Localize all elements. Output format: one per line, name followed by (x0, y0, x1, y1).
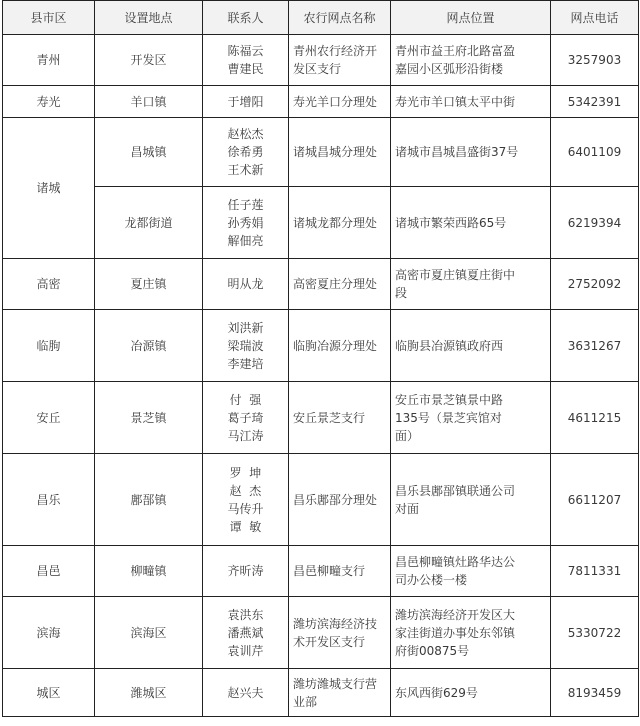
address-line: 嘉园小区弧形沿街楼 (395, 62, 504, 76)
contact-name: 明从龙 (227, 277, 264, 291)
table-row (3, 546, 639, 597)
contact-cell (203, 35, 289, 86)
contact-cell (203, 546, 289, 597)
county-cell: 昌邑 (3, 546, 95, 597)
location-cell: 龙都街道 (95, 187, 203, 259)
branch-cell (289, 310, 391, 382)
address-line: 面） (395, 428, 420, 443)
branch-line: 临朐冶源分理处 (293, 338, 378, 353)
address-cell (391, 382, 551, 454)
branch-cell (289, 187, 391, 259)
branch-line: 寿光羊口分理处 (293, 94, 378, 109)
address-line: 潍坊滨海经济开发区大 (395, 607, 516, 622)
contact-name: 袁训芹 (227, 643, 264, 658)
contact-name: 解佃亮 (227, 233, 264, 248)
address-line: 东风西街629号 (395, 685, 478, 700)
address-cell (391, 35, 551, 86)
branch-cell (289, 259, 391, 310)
county-cell: 城区 (3, 669, 95, 717)
county-cell: 安丘 (3, 382, 95, 454)
phone-cell: 4611215 (551, 382, 639, 454)
address-line: 安丘市景芝镇景中路 (395, 392, 504, 407)
address-line: 青州市益王府北路富盈 (395, 44, 516, 58)
address-line: 段 (395, 286, 408, 300)
phone-cell: 2752092 (551, 259, 639, 310)
location-cell: 柳疃镇 (95, 546, 203, 597)
address-line: 昌邑柳疃镇灶路华达公 (395, 555, 516, 569)
branch-line: 高密夏庄分理处 (293, 277, 378, 291)
header-address: 网点位置 (391, 1, 551, 35)
phone-cell: 6611207 (551, 454, 639, 546)
phone-cell: 8193459 (551, 669, 639, 717)
county-cell: 青州 (3, 35, 95, 86)
address-cell (391, 669, 551, 717)
contact-name: 赵 杰 (229, 483, 262, 498)
branch-cell (289, 86, 391, 118)
location-cell: 滨海区 (95, 597, 203, 669)
branch-cell (289, 669, 391, 717)
address-cell (391, 118, 551, 187)
contact-name: 陈福云 (227, 44, 264, 58)
contact-name: 曹建民 (227, 62, 264, 76)
branch-cell (289, 546, 391, 597)
address-line: 司办公楼一楼 (395, 573, 468, 587)
location-cell: 夏庄镇 (95, 259, 203, 310)
branch-line: 诸城昌城分理处 (293, 145, 378, 159)
contact-cell (203, 86, 289, 118)
contact-name: 马传升 (227, 501, 264, 516)
address-line: 135号（景芝宾馆对 (395, 410, 502, 425)
address-line: 昌乐县鄌郚镇联通公司 (395, 483, 516, 498)
contact-name: 赵兴夫 (227, 685, 264, 700)
location-cell: 昌城镇 (95, 118, 203, 187)
contact-name: 齐昕涛 (227, 564, 264, 578)
contact-name: 王术新 (227, 163, 264, 177)
contact-name: 刘洪新 (227, 320, 264, 335)
contact-cell (203, 669, 289, 717)
contact-cell (203, 382, 289, 454)
county-cell: 高密 (3, 259, 95, 310)
county-cell: 临朐 (3, 310, 95, 382)
contact-name: 孙秀娟 (227, 215, 264, 230)
branch-line: 潍坊滨海经济技 (293, 616, 378, 631)
table-row (3, 86, 639, 118)
branch-line: 安丘景芝支行 (293, 410, 366, 425)
phone-cell: 6219394 (551, 187, 639, 259)
address-cell (391, 86, 551, 118)
contact-cell (203, 454, 289, 546)
county-cell: 寿光 (3, 86, 95, 118)
table-row (3, 597, 639, 669)
contact-cell (203, 187, 289, 259)
contact-name: 袁洪东 (227, 607, 264, 622)
contact-name: 付 强 (229, 392, 262, 407)
address-cell (391, 259, 551, 310)
branch-cell (289, 454, 391, 546)
location-cell: 鄌郚镇 (95, 454, 203, 546)
location-cell: 景芝镇 (95, 382, 203, 454)
location-cell: 开发区 (95, 35, 203, 86)
phone-cell: 3631267 (551, 310, 639, 382)
contact-name: 徐希勇 (227, 145, 264, 159)
contact-name: 谭 敏 (229, 519, 262, 534)
phone-cell: 5330722 (551, 597, 639, 669)
address-line: 诸城市繁荣西路65号 (395, 215, 507, 230)
table-row (3, 382, 639, 454)
address-line: 临朐县冶源镇政府西 (395, 338, 504, 353)
contact-name: 任子莲 (227, 197, 264, 212)
county-cell: 昌乐 (3, 454, 95, 546)
header-branch-name: 农行网点名称 (289, 1, 391, 35)
header-row (3, 1, 639, 35)
branch-table (2, 0, 639, 717)
table-row (3, 35, 639, 86)
branch-line: 诸城龙都分理处 (293, 215, 378, 230)
table-row (3, 454, 639, 546)
address-cell (391, 187, 551, 259)
contact-name: 潘燕斌 (227, 625, 264, 640)
header-phone: 网点电话 (551, 1, 639, 35)
contact-name: 于增阳 (227, 94, 264, 109)
address-line: 寿光市羊口镇太平中街 (395, 94, 516, 109)
county-cell: 滨海 (3, 597, 95, 669)
header-county: 县市区 (3, 1, 95, 35)
contact-name: 李建培 (227, 356, 264, 371)
contact-cell (203, 597, 289, 669)
contact-name: 罗 坤 (229, 465, 262, 480)
location-cell: 冶源镇 (95, 310, 203, 382)
table-row (3, 310, 639, 382)
address-line: 对面 (395, 501, 420, 516)
table-row (3, 669, 639, 717)
contact-name: 葛子琦 (227, 410, 264, 425)
contact-name: 马江涛 (227, 428, 264, 443)
phone-cell: 5342391 (551, 86, 639, 118)
table-row (3, 187, 639, 259)
branch-cell (289, 35, 391, 86)
address-cell (391, 597, 551, 669)
contact-cell (203, 118, 289, 187)
address-line: 府街00875号 (395, 643, 470, 658)
address-cell (391, 546, 551, 597)
address-cell (391, 454, 551, 546)
branch-line: 术开发区支行 (293, 634, 366, 649)
branch-line: 潍坊潍城支行营 (293, 676, 378, 691)
contact-cell (203, 259, 289, 310)
branch-line: 青州农行经济开 (293, 44, 378, 58)
phone-cell: 3257903 (551, 35, 639, 86)
branch-cell (289, 597, 391, 669)
phone-cell: 7811331 (551, 546, 639, 597)
address-line: 诸城市昌城昌盛街37号 (395, 145, 519, 159)
branch-line: 昌乐鄌郚分理处 (293, 492, 378, 507)
address-line: 高密市夏庄镇夏庄街中 (395, 268, 516, 282)
address-cell (391, 310, 551, 382)
branch-line: 发区支行 (293, 62, 342, 76)
contact-name: 梁瑞波 (227, 338, 264, 353)
county-cell: 诸城 (3, 118, 95, 259)
location-cell: 羊口镇 (95, 86, 203, 118)
branch-cell (289, 118, 391, 187)
header-location: 设置地点 (95, 1, 203, 35)
table-row (3, 259, 639, 310)
phone-cell: 6401109 (551, 118, 639, 187)
header-contact: 联系人 (203, 1, 289, 35)
location-cell: 潍城区 (95, 669, 203, 717)
branch-cell (289, 382, 391, 454)
contact-cell (203, 310, 289, 382)
table-row (3, 118, 639, 187)
address-line: 家洼街道办事处东邻镇 (395, 625, 516, 640)
branch-line: 业部 (293, 694, 318, 709)
contact-name: 赵松杰 (227, 127, 264, 141)
branch-line: 昌邑柳疃支行 (293, 564, 366, 578)
